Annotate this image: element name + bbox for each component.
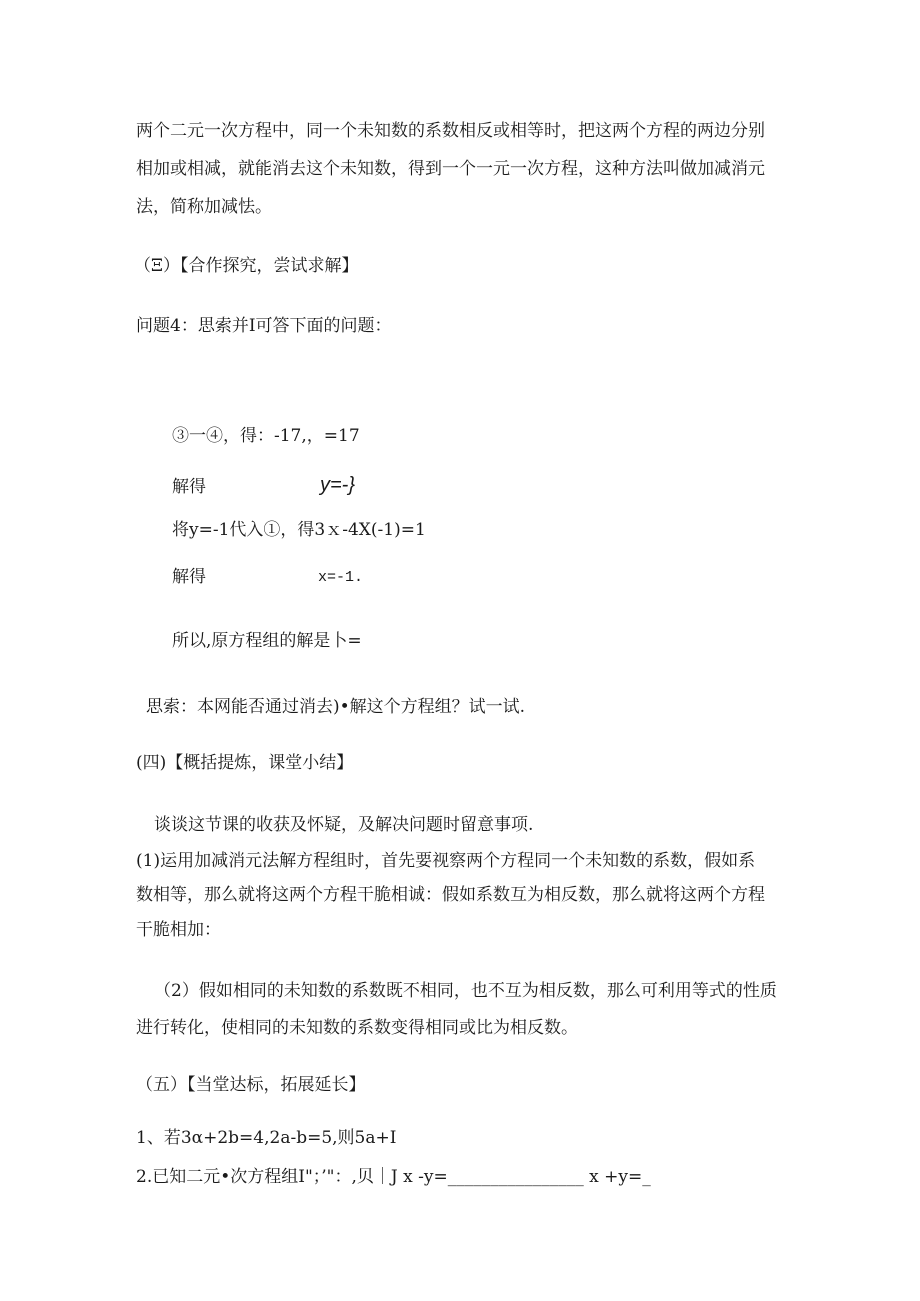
paragraph-line: 法，简称加减怯。	[136, 197, 272, 217]
solution-conclusion: 所以,原方程组的解是卜=	[172, 631, 362, 651]
summary-line: (1)运用加减消元法解方程组时，首先要视察两个方程同一个未知数的系数，假如系	[136, 851, 756, 871]
solution-label: 解得	[172, 567, 206, 587]
solution-value: x=-1.	[318, 569, 364, 586]
solution-label: 解得	[172, 477, 206, 497]
paragraph-line: 两个二元一次方程中，同一个未知数的系数相反或相等时，把这两个方程的两边分别	[136, 121, 765, 141]
exercise-item: 1、若3α+2b=4,2a-b=5,则5a+I	[136, 1128, 397, 1148]
solution-step: ③一④，得：-17,，=17	[172, 426, 360, 446]
section-heading: （Ξ）【合作探究，尝试求解】	[134, 256, 359, 276]
summary-line: 进行转化，使相同的未知数的系数变得相同或比为相反数。	[136, 1018, 578, 1038]
solution-substitute: 将y=-1代入①，得3ｘ-4X(-1)=1	[172, 520, 426, 540]
paragraph-line: 相加或相减，就能消去这个未知数，得到一个一元一次方程，这种方法叫做加减消元	[136, 159, 765, 179]
summary-line: 干脆相加：	[136, 920, 221, 940]
summary-intro: 谈谈这节课的收获及怀疑，及解决问题时留意事项.	[154, 815, 534, 835]
summary-line: （2）假如相同的未知数的系数既不相同，也不互为相反数，那么可利用等式的性质	[154, 981, 777, 1001]
think-text: 思索：本网能否通过消去)•解这个方程组？试一试.	[146, 697, 526, 717]
section-heading: (四)【概括提炼，课堂小结】	[136, 753, 354, 773]
section-heading: （五）【当堂达标，拓展延长】	[136, 1075, 366, 1095]
problem-text: 问题4：思索并I可答下面的问题：	[136, 316, 392, 336]
summary-line: 数相等，那么就将这两个方程干脆相诚：假如系数互为相反数，那么就将这两个方程	[136, 885, 765, 905]
exercise-item: 2.已知二元•次方程组I"；’"：,贝｜J x -y=________________ x +y=_	[136, 1167, 651, 1187]
solution-value: y=-}	[320, 474, 356, 496]
